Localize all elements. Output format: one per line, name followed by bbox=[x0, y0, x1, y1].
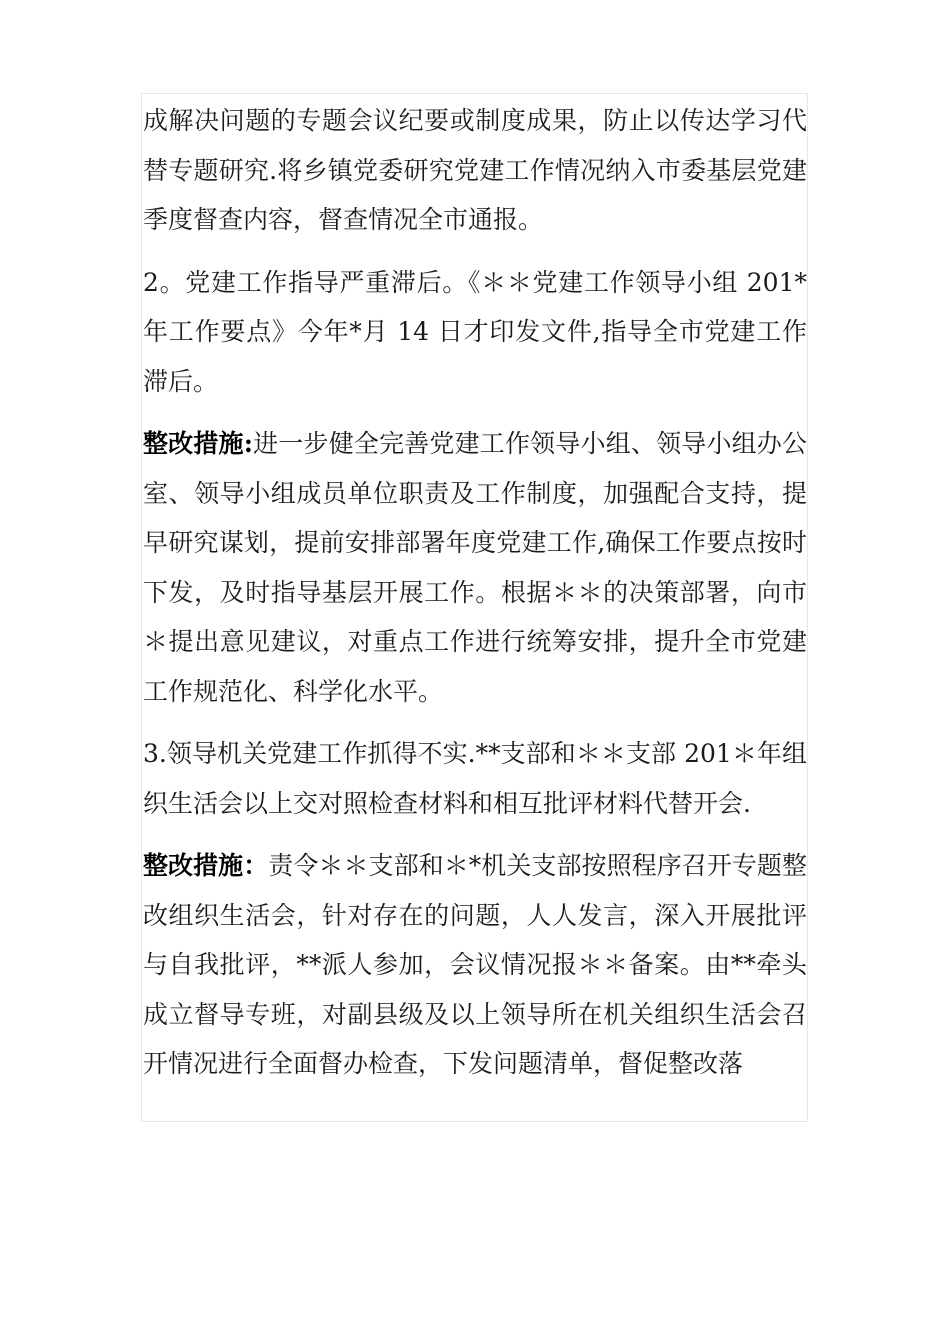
measures-label: 整改措施: bbox=[143, 429, 253, 458]
paragraph-text: 进一步健全完善党建工作领导小组、领导小组办公室、领导小组成员单位职责及工作制度，加强配合支持，提早研究谋划，提前安排部署年度党建工作,确保工作要点按时下发，及时指导基层开展工作。根据＊＊的决策部署，向市＊提出意见建议，对重点工作进行统筹安排，提升全市党建工作规范化、科学化水平。 bbox=[143, 429, 807, 706]
paragraph-text: 2。党建工作指导严重滞后。《＊＊党建工作领导小组 201*年工作要点》今年*月 14 日才印发文件,指导全市党建工作滞后。 bbox=[143, 267, 807, 396]
paragraph-measures-3 bbox=[143, 841, 807, 1089]
paragraph-text: 成解决问题的专题会议纪要或制度成果，防止以传达学习代替专题研究.将乡镇党委研究党建工作情况纳入市委基层党建季度督查内容，督查情况全市通报。 bbox=[143, 106, 807, 234]
paragraph-continuation bbox=[143, 96, 807, 245]
paragraph-text: 责令＊＊支部和＊*机关支部按照程序召开专题整改组织生活会，针对存在的问题，人人发言，深入开展批评与自我批评，**派人参加，会议情况报＊＊备案。由**牵头成立督导专班，对副县级及以上领导所在机关组织生活会召开情况进行全面督办检查，下发问题清单，督促整改落 bbox=[143, 851, 807, 1078]
paragraph-text: 3.领导机关党建工作抓得不实.**支部和＊＊支部 201＊年组织生活会以上交对照检查材料和相互批评材料代替开会. bbox=[143, 739, 807, 818]
paragraph-issue-3 bbox=[143, 729, 807, 828]
paragraph-measures-2 bbox=[143, 419, 807, 716]
document-body bbox=[143, 96, 807, 1102]
paragraph-issue-2 bbox=[143, 258, 807, 407]
measures-label: 整改措施： bbox=[143, 851, 269, 880]
